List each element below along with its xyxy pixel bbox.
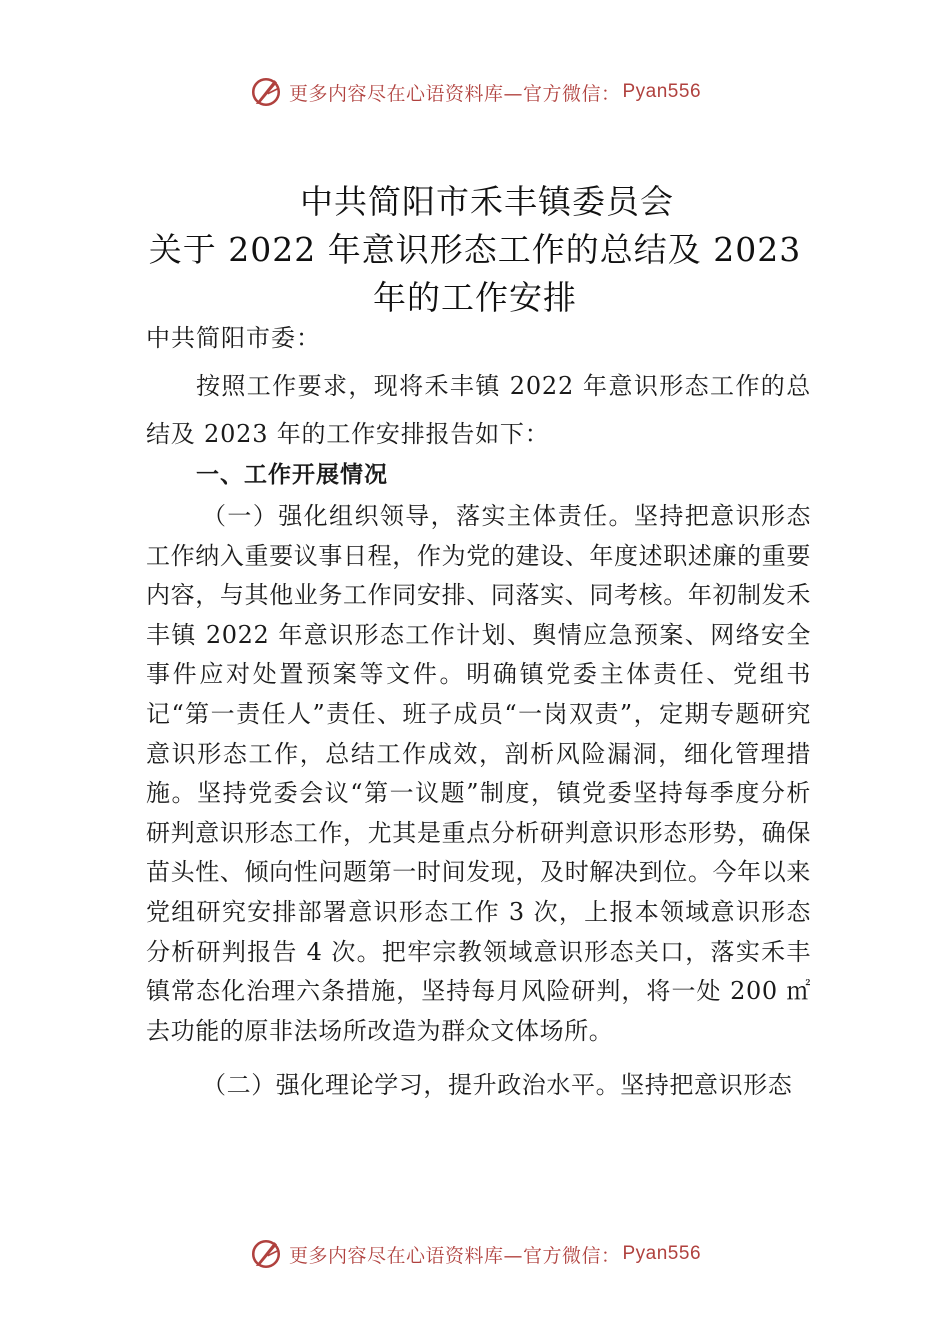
watermark-text: 更多内容尽在心语资料库—官方微信：	[288, 82, 621, 105]
doc-title-line-2: 关于 2022 年意识形态工作的总结及 2023	[148, 230, 802, 269]
quill-circle-icon	[249, 75, 283, 109]
quill-circle-icon	[249, 1237, 283, 1271]
salutation: 中共简阳市委：	[146, 324, 321, 352]
watermark-text: 更多内容尽在心语资料库—官方微信：	[288, 1244, 621, 1267]
body-paragraph-2: （二）强化理论学习，提升政治水平。坚持把意识形态	[202, 1071, 793, 1099]
doc-title-line-3: 年的工作安排	[373, 278, 577, 317]
watermark-footer	[0, 1232, 950, 1276]
section-heading-1: 一、工作开展情况	[196, 462, 388, 488]
body-paragraph-1: （一）强化组织领导，落实主体责任。坚持把意识形态工作纳入重要议事日程，作为党的建设、年度述职述廉的重要内容，与其他业务工作同安排、同落实、同考核。年初制发禾丰镇 2022 年意识形态工作计划、舆情应急预案、网络安全事件应对处置预案等文件。明确镇党委主体责任、党组书记“第一责任人”责任、班子成员“一岗双责”，定期专题研究意识形态工作，总结工作成效，剖析风险漏洞，细化管理措施。坚持党委会议“第一议题”制度，镇党委坚持每季度分析研判意识形态工作，尤其是重点分析研判意识形态形势，确保苗头性、倾向性问题第一时间发现，及时解决到位。今年以来党组研究安排部署意识形态工作 3 次，上报本领域意识形态分析研判报告 4 次。把牢宗教领域意识形态关口，落实禾丰镇常态化治理六条措施，坚持每月风险研判，将一处 200 ㎡去功能的原非法场所改造为群众文体场所。	[146, 502, 811, 1045]
watermark-id: Pyan556	[622, 81, 702, 102]
doc-title-line-1: 中共简阳市禾丰镇委员会	[300, 182, 674, 221]
watermark-header	[0, 70, 950, 114]
watermark-id: Pyan556	[622, 1243, 702, 1264]
intro-paragraph: 按照工作要求，现将禾丰镇 2022 年意识形态工作的总结及 2023 年的工作安排报告如下：	[146, 372, 811, 448]
